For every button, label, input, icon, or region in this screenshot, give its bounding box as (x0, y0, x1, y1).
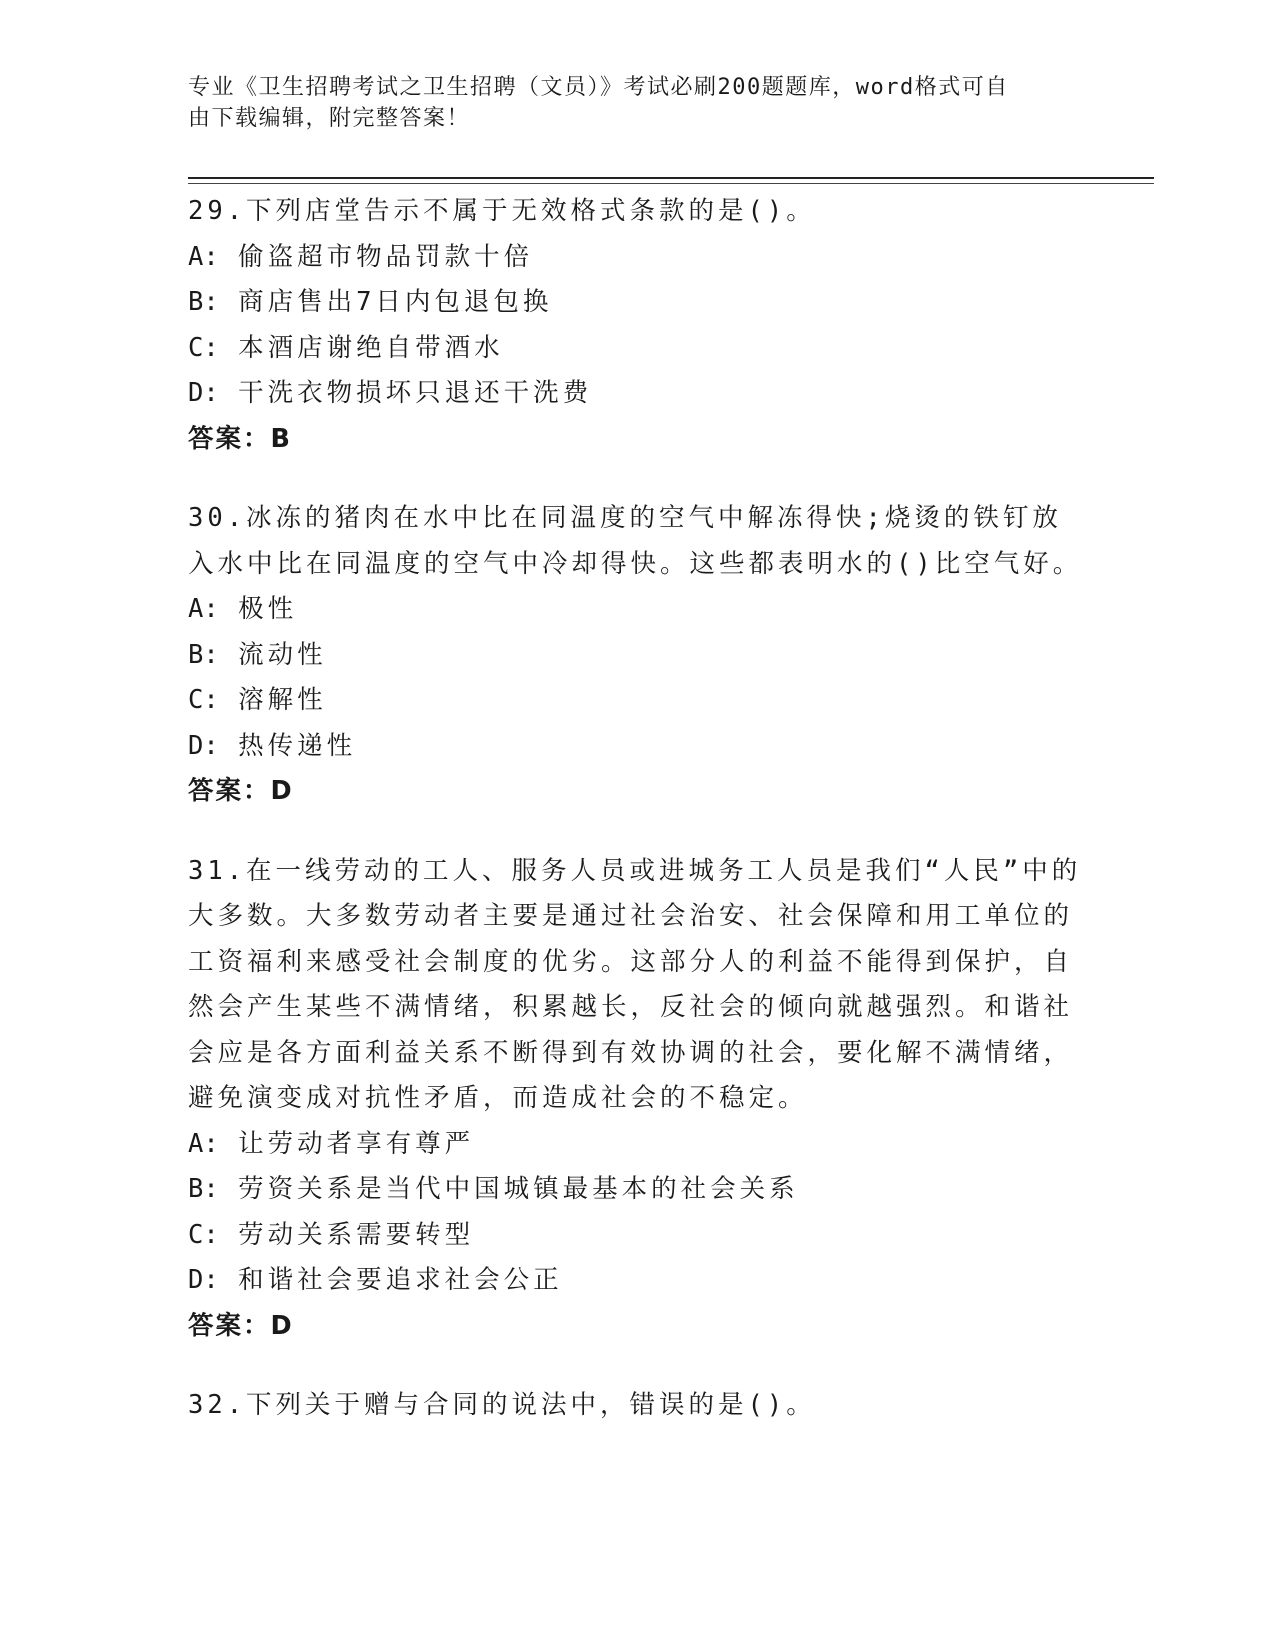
question-stem: 31.在一线劳动的工人、服务人员或进城务工人员是我们“人民”中的大多数。大多数劳动者主要是通过社会治安、社会保障和用工单位的工资福利来感受社会制度的优劣。这部分人的利益不能得到保护，自然会产生某些不满情绪，积累越长，反社会的倾向就越强烈。和谐社会应是各方面利益关系不断得到有效协调的社会，要化解不满情绪，避免演变成对抗性矛盾，而造成社会的不稳定。 (188, 855, 1082, 1113)
option-text: 极性 (238, 594, 298, 624)
option-letter: B: (188, 1174, 219, 1204)
option-d (188, 1258, 1088, 1304)
option-letter: B: (188, 287, 219, 317)
question-29 (188, 189, 1088, 462)
question-stem: 29.下列店堂告示不属于无效格式条款的是()。 (188, 196, 816, 226)
option-letter: C: (188, 332, 219, 363)
option-b (188, 633, 1088, 679)
question-stem: 32.下列关于赠与合同的说法中，错误的是()。 (188, 1390, 816, 1420)
header-title-line-2: 由下载编辑，附完整答案！ (188, 106, 471, 131)
option-text: 劳动关系需要转型 (238, 1219, 475, 1250)
answer-label: 答案：B (188, 423, 292, 454)
option-text: 让劳动者享有尊严 (238, 1128, 475, 1159)
option-text: 劳资关系是当代中国城镇最基本的社会关系 (238, 1174, 799, 1204)
header-divider-thick (188, 177, 1154, 179)
option-d (188, 724, 1088, 770)
document-header (188, 72, 1088, 134)
option-text: 流动性 (238, 639, 327, 670)
question-30 (188, 496, 1088, 815)
answer-label: 答案：D (188, 776, 294, 806)
option-letter: D: (188, 1265, 219, 1295)
option-b (188, 280, 1088, 326)
answer-label: 答案：D (188, 1310, 294, 1341)
option-d (188, 371, 1088, 417)
option-letter: A: (188, 1128, 219, 1159)
option-text: 和谐社会要追求社会公正 (238, 1265, 563, 1295)
option-text: 偷盗超市物品罚款十倍 (238, 241, 534, 272)
option-letter: B: (188, 639, 219, 670)
question-31 (188, 849, 1088, 1350)
option-a (188, 235, 1088, 281)
option-text: 热传递性 (238, 730, 357, 761)
header-title-line-1: 专业《卫生招聘考试之卫生招聘（文员）》考试必刷200题题库，word格式可自 (188, 75, 1009, 100)
question-32 (188, 1383, 1088, 1429)
option-c (188, 678, 1088, 724)
option-c (188, 326, 1088, 372)
header-divider-thin (188, 183, 1154, 184)
option-a (188, 587, 1088, 633)
option-a (188, 1122, 1088, 1168)
question-list (188, 189, 1088, 1463)
option-text: 本酒店谢绝自带酒水 (238, 332, 504, 363)
option-text: 商店售出7日内包退包换 (238, 287, 553, 317)
option-letter: C: (188, 685, 219, 715)
option-letter: D: (188, 730, 219, 761)
option-letter: D: (188, 378, 219, 408)
option-b (188, 1167, 1088, 1213)
option-text: 干洗衣物损坏只退还干洗费 (238, 378, 593, 408)
option-c (188, 1213, 1088, 1259)
option-letter: A: (188, 241, 219, 272)
option-letter: C: (188, 1219, 219, 1250)
question-stem: 30.冰冻的猪肉在水中比在同温度的空气中解冻得快;烧烫的铁钉放入水中比在同温度的空气中冷却得快。这些都表明水的()比空气好。 (188, 503, 1083, 579)
option-text: 溶解性 (238, 685, 327, 715)
option-letter: A: (188, 594, 219, 624)
